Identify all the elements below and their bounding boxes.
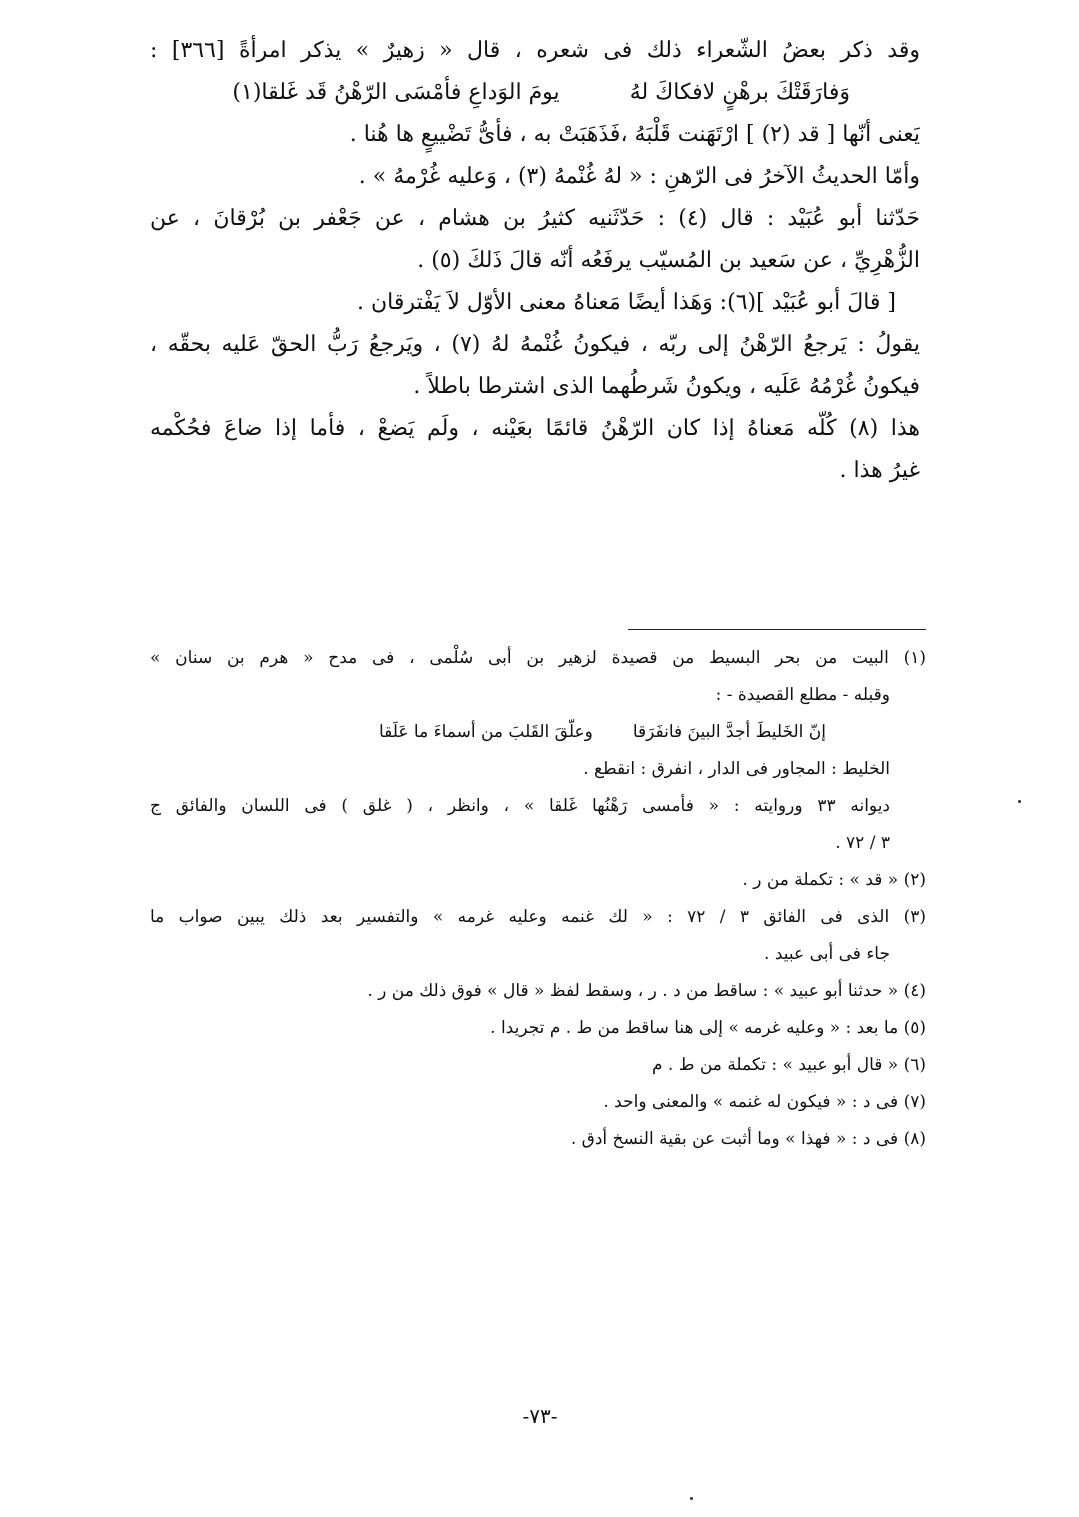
main-line-4: وأمّا الحديثُ الآخرُ فى الرّهنِ : « لهُ غُنْمهُ (٣) ، وَعليه غُرْمهُ » .	[358, 164, 920, 189]
footnote-3-line-2: جاء فى أبى عبيد .	[764, 944, 890, 964]
poetry-verse	[150, 72, 920, 114]
footnote-divider	[628, 629, 926, 630]
footnote-1-line-2: وقبله - مطلع القصيدة - :	[715, 685, 890, 705]
footnote-verse-hemistich-2: وعلّقَ القَلبَ من أسماءَ ما عَلَقا	[378, 722, 593, 742]
main-line-3: يَعنى أنّها [ قد (٢) ] ارْتَهَنت قَلْبَهُ ،فَذَهَبَتْ به ، فأىُّ تَضْييعٍ ها هُنا .	[349, 122, 920, 147]
main-text	[150, 30, 920, 492]
footnote-verse-hemistich-1: إنّ الخَليطَ أجدَّ البينَ فانفَرَقا	[632, 722, 826, 742]
footnote-1-line-4: ديوانه ٣٣ وروايته : « فأمسى رَهْنُها غَلقا » ، وانظر ، ( غلق ) فى اللسان والفائق ج	[150, 796, 890, 816]
main-line-11: غيرُ هذا .	[839, 458, 920, 483]
main-line-5: حَدّثنا أبو عُبَيْد : قال (٤) : حَدّثَنيه كثيرُ بن هشام ، عن جَعْفر بن بُرْقانَ ، عن	[150, 206, 920, 231]
footnote-1-line-1: (١) البيت من بحر البسيط من قصيدة لزهير بن أبى سُلْمى ، فى مدح « هرم بن سنان »	[150, 648, 926, 668]
main-line-6: الزُّهْرِيِّ ، عن سَعيد بن المُسيّب يرفَعُه أنّه قالَ ذَلكَ (٥) .	[417, 248, 920, 273]
main-line-1: وقد ذكر بعضُ الشّعراء ذلك فى شعره ، قال « زهيرٌ » يذكر امرأةً [٣٦٦] :	[150, 38, 920, 63]
page-number: -٧٣-	[522, 1404, 558, 1428]
footnotes	[150, 640, 926, 1158]
footnote-1-verse	[150, 714, 926, 751]
footnote-1-line-5: ٣ / ٧٢ .	[835, 833, 890, 853]
footnote-1-line-3: الخليط : المجاور فى الدار ، انفرق : انقطع .	[583, 759, 890, 779]
footnote-3-line-1: (٣) الذى فى الفائق ٣ / ٧٢ : « لك غنمه وعليه غرمه » والتفسير بعد ذلك يبين صواب ما	[150, 907, 926, 927]
main-line-8: يقولُ : يَرجعُ الرّهْنُ إلى ربّه ، فيكونُ غُنْمهُ لهُ (٧) ، ويَرجعُ رَبُّ الحقّ عَليه بحقّه ،	[150, 332, 920, 357]
verse-hemistich-1: وَفارَقَتْكَ برهْنٍ لافكاكَ لهُ	[629, 80, 850, 105]
footnote-6: (٦) « قال أبو عبيد » : تكملة من ط . م	[652, 1055, 926, 1075]
main-line-9: فيكونُ غُرْمُهُ عَلَيه ، ويكونُ شَرطُهما الذى اشترطا باطلاً .	[413, 374, 920, 399]
scan-speck	[1018, 800, 1021, 803]
footnote-4: (٤) « حدثنا أبو عبيد » : ساقط من د . ر ، وسقط لفظ « قال » فوق ذلك من ر .	[367, 981, 926, 1001]
footnote-5: (٥) ما بعد : « وعليه غرمه » إلى هنا ساقط من ط . م تجريدا .	[490, 1018, 926, 1038]
verse-hemistich-2: يومَ الوَداعِ فأمْسَى الرّهْنُ قَد غَلقا(١)	[232, 80, 560, 105]
footnote-8: (٨) فى د : « فهذا » وما أثبت عن بقية النسخ أدق .	[570, 1129, 926, 1149]
main-line-7: [ قالَ أبو عُبَيْد ](٦): وَهَذا أيضًا مَعناهُ معنى الأوّل لاَ يَفْترقان .	[356, 290, 896, 315]
scan-speck	[690, 1497, 693, 1500]
footnote-2: (٢) « قد » : تكملة من ر .	[742, 870, 926, 890]
main-line-10: هذا (٨) كُلّه مَعناهُ إذا كان الرّهْنُ قائمًا بعَيْنه ، ولَم يَضعْ ، فأما إذا ضاعَ فحُكْمه	[150, 416, 920, 441]
footnote-7: (٧) فى د : « فيكون له غنمه » والمعنى واحد .	[603, 1092, 926, 1112]
